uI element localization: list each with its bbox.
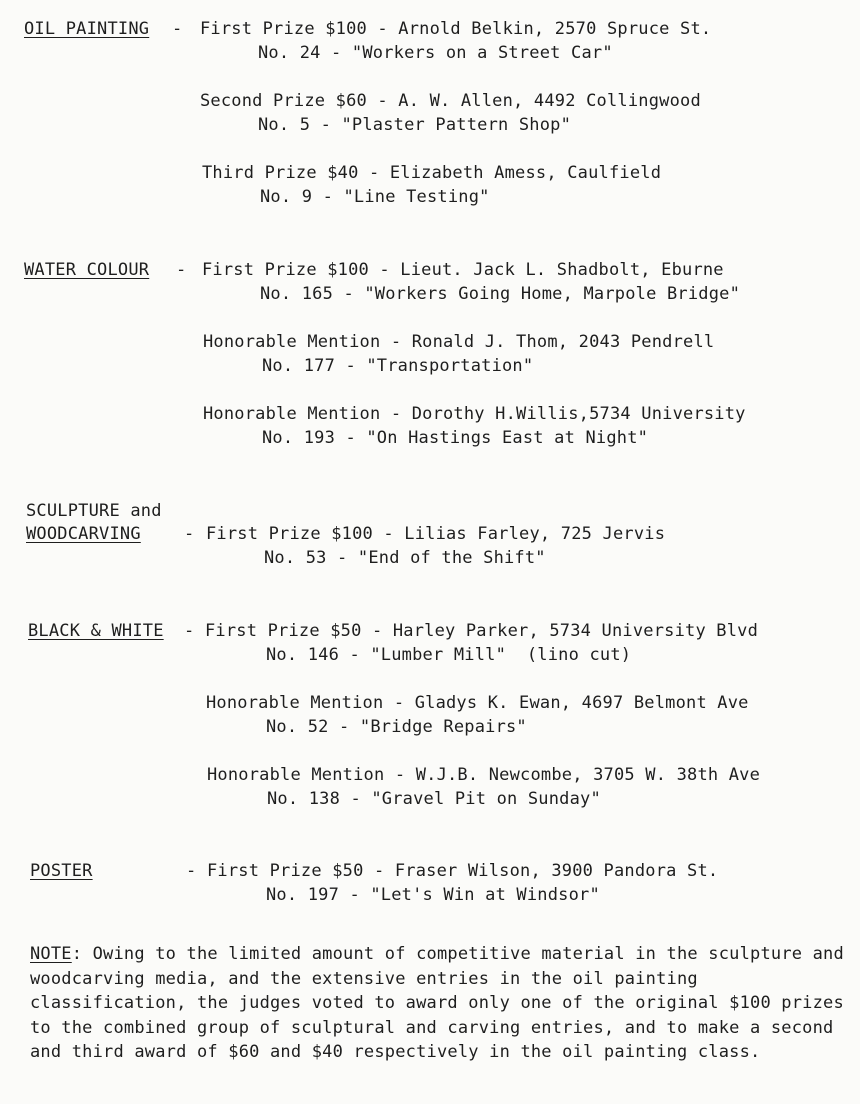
dash: - [176,260,187,280]
bw-prize-2: Honorable Mention - Gladys K. Ewan, 4697 Belmont Ave [206,693,749,713]
water-prize-3: Honorable Mention - Dorothy H.Willis,5734 University [203,404,746,424]
note-paragraph [30,942,845,1065]
water-work-1: No. 165 - "Workers Going Home, Marpole Bridge" [260,284,741,304]
bw-work-3: No. 138 - "Gravel Pit on Sunday" [267,789,601,809]
dash: - [186,861,197,881]
poster-prize-1: First Prize $50 - Fraser Wilson, 3900 Pandora St. [207,861,719,881]
dash: - [184,524,195,544]
category-woodcarving: WOODCARVING [26,524,141,544]
bw-work-2: No. 52 - "Bridge Repairs" [266,717,527,737]
note-text: : Owing to the limited amount of competitive material in the sculpture and woodcarving media, and the extensive entries in the oil painting classification, the judges voted to award only one of the original $100 prizes to the combined group of sculptural and carving entries, and to make a second and third award of $60 and $40 respectively in the oil painting class. [30,944,844,1063]
water-work-2: No. 177 - "Transportation" [262,356,534,376]
water-prize-1: First Prize $100 - Lieut. Jack L. Shadbolt, Eburne [202,260,724,280]
category-oil-painting: OIL PAINTING [24,19,150,39]
bw-prize-1: First Prize $50 - Harley Parker, 5734 University Blvd [205,621,759,641]
oil-work-3: No. 9 - "Line Testing" [260,187,490,207]
sculpture-work-1: No. 53 - "End of the Shift" [264,548,546,568]
oil-work-2: No. 5 - "Plaster Pattern Shop" [258,115,572,135]
category-black-white: BLACK & WHITE [28,621,164,641]
category-sculpture: SCULPTURE and [26,501,162,521]
category-water-colour: WATER COLOUR [24,260,150,280]
oil-work-1: No. 24 - "Workers on a Street Car" [258,43,613,63]
note-label: NOTE [30,944,72,964]
bw-prize-3: Honorable Mention - W.J.B. Newcombe, 3705 W. 38th Ave [207,765,761,785]
dash: - [184,621,195,641]
oil-prize-1: First Prize $100 - Arnold Belkin, 2570 Spruce St. [200,19,712,39]
water-prize-2: Honorable Mention - Ronald J. Thom, 2043 Pendrell [203,332,715,352]
oil-prize-3: Third Prize $40 - Elizabeth Amess, Caulfield [202,163,662,183]
water-work-3: No. 193 - "On Hastings East at Night" [262,428,649,448]
dash: - [172,19,183,39]
oil-prize-2: Second Prize $60 - A. W. Allen, 4492 Collingwood [200,91,701,111]
bw-work-1: No. 146 - "Lumber Mill" (lino cut) [266,645,632,665]
poster-work-1: No. 197 - "Let's Win at Windsor" [266,885,600,905]
category-poster: POSTER [30,861,93,881]
sculpture-prize-1: First Prize $100 - Lilias Farley, 725 Jervis [206,524,666,544]
